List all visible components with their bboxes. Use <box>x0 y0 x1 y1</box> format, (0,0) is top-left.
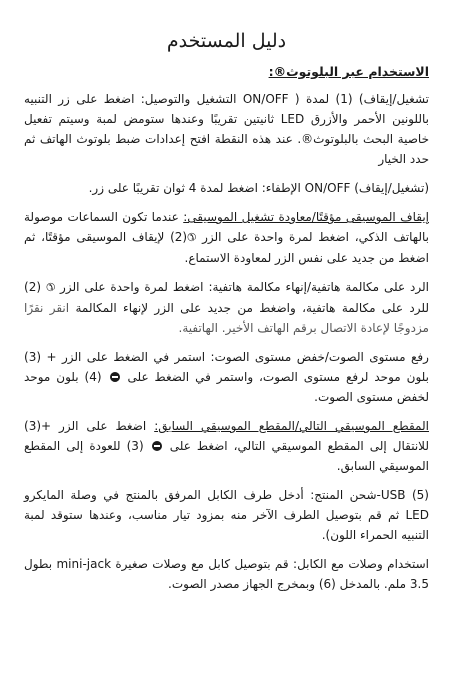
phone-icon: ✆ <box>45 281 56 294</box>
calls-text-2: (2) للرد على مكالمة هاتفية، واضغط من جديد على الزر لإنهاء المكالمة <box>24 280 429 315</box>
volume-paragraph <box>24 347 429 407</box>
charging-paragraph: USB (5)-شحن المنتج: أدخل طرف الكابل المرفق بالمنتج في وصلة المايكرو LED ثم قم بتوصيل الطرف الآخر منه بمزود تيار مناسب، وعندها ستوقد لمبة التنبيه الحمراء اللون). <box>24 488 429 542</box>
tracks-paragraph <box>24 416 429 476</box>
volume-text-3: موحد لخفض مستوى الصوت. <box>24 370 429 404</box>
minus-icon <box>152 441 162 451</box>
calls-label: الرد على مكالمة هاتفية/إنهاء مكالمة هاتفية: <box>208 280 429 294</box>
pause-resume-paragraph <box>24 207 429 268</box>
volume-text-2b: (4) بلون <box>56 370 102 384</box>
calls-paragraph <box>24 277 429 338</box>
pause-resume-label: إيقاف الموسيقى مؤقتًا/معاودة تشغيل الموسيقى: <box>183 210 429 224</box>
tracks-text-2: للانتقال إلى المقطع الموسيقي التالي، اضغط على <box>169 439 429 453</box>
calls-text-3: انقر نقرًا مزدوجًا لإعادة الاتصال برقم الهاتف الأخير. الهاتفية. <box>24 301 429 335</box>
tracks-label: المقطع الموسيقي التالي/المقطع الموسيقي السابق: <box>154 419 429 433</box>
calls-text-1: اضغط لمرة واحدة على الزر <box>60 280 204 294</box>
volume-text-2: (3) بلون موحد لرفع مستوى الصوت، واستمر في الضغط على <box>24 350 429 384</box>
cable-paragraph: استخدام وصلات مع الكابل: قم بتوصيل كابل مع وصلات صغيرة mini-jack بطول 3.5 ملم. بالمدخل (6) وبمخرج الجهاز مصدر الصوت. <box>24 557 429 591</box>
power-off-paragraph: (تشغيل/إيقاف) ON/OFF الإطفاء: اضغط لمدة 4 ثوان تقريبًا على زر. <box>88 181 429 195</box>
pause-resume-text-2: (2) لإيقاف الموسيقى مؤقتًا، ثم اضغط من جديد على نفس الزر لمعاودة الاستماع. <box>24 230 429 265</box>
pause-resume-text-1: عندما تكون السماعات موصولة بالهاتف الذكي، اضغط لمرة واحدة على الزر <box>24 210 429 244</box>
bluetooth-heading: الاستخدام عبر البلوتوث®: <box>268 64 429 79</box>
tracks-text-2b: (3) للعودة إلى المقطع الموسيقي السابق. <box>24 439 429 473</box>
power-on-paragraph: تشغيل/إيقاف) (1) لمدة ( ON/OFF التشغيل والتوصيل: اضغط على زر التنبيه باللونين الأحمر والأزرق LED ثانيتين تقريبًا وعندها ستومض لمبة وسيتم تفعيل خاصية البحث بالبلوتوث®. عند هذه النقطة افتح إعدادات ضبط بلوتوث الهاتف ثم حدد الخيار <box>24 92 429 166</box>
volume-text-1: استمر في الضغط على الزر + <box>46 350 206 364</box>
volume-label: رفع مستوى الصوت/خفض مستوى الصوت: <box>210 350 429 364</box>
minus-icon <box>110 372 120 382</box>
phone-icon: ✆ <box>187 231 197 244</box>
page-title: دليل المستخدم <box>166 30 287 52</box>
tracks-text-1: اضغط على الزر +(3) <box>24 419 147 433</box>
